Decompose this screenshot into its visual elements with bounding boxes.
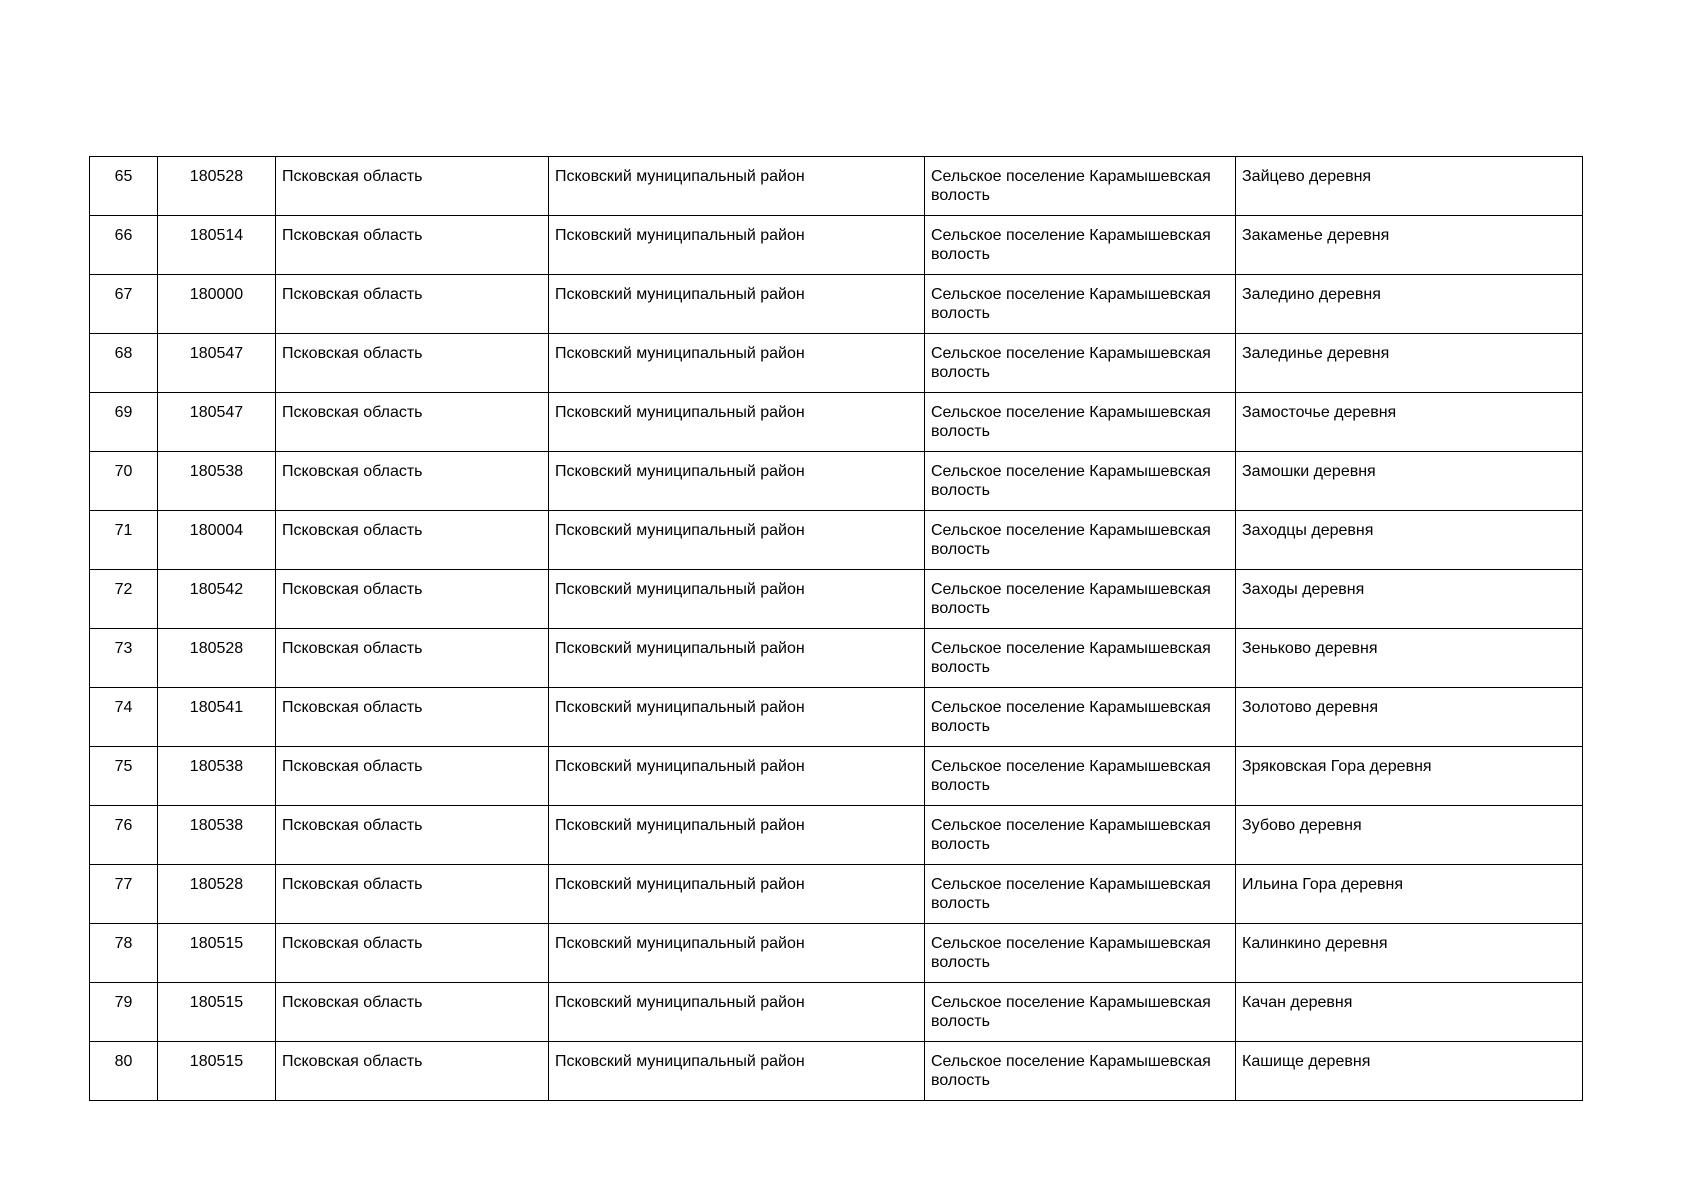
locality-cell: Зеньково деревня — [1236, 629, 1583, 688]
district-cell: Псковский муниципальный район — [549, 570, 925, 629]
postal-index-cell: 180004 — [158, 511, 276, 570]
postal-index-cell: 180515 — [158, 983, 276, 1042]
district-cell: Псковский муниципальный район — [549, 452, 925, 511]
row-number-cell: 80 — [90, 1042, 158, 1101]
table-row — [90, 157, 1583, 216]
postal-index-cell: 180547 — [158, 334, 276, 393]
district-cell: Псковский муниципальный район — [549, 1042, 925, 1101]
postal-index-cell: 180528 — [158, 629, 276, 688]
district-cell: Псковский муниципальный район — [549, 216, 925, 275]
region-cell: Псковская область — [276, 1042, 549, 1101]
district-cell: Псковский муниципальный район — [549, 865, 925, 924]
district-cell: Псковский муниципальный район — [549, 157, 925, 216]
settlement-cell: Сельское поселение Карамышевская волость — [925, 629, 1236, 688]
table-row — [90, 334, 1583, 393]
region-cell: Псковская область — [276, 806, 549, 865]
district-cell: Псковский муниципальный район — [549, 511, 925, 570]
table-row — [90, 629, 1583, 688]
locality-cell: Залединье деревня — [1236, 334, 1583, 393]
row-number-cell: 66 — [90, 216, 158, 275]
locality-cell: Зряковская Гора деревня — [1236, 747, 1583, 806]
district-cell: Псковский муниципальный район — [549, 747, 925, 806]
settlement-cell: Сельское поселение Карамышевская волость — [925, 275, 1236, 334]
table-row — [90, 688, 1583, 747]
locality-cell: Ильина Гора деревня — [1236, 865, 1583, 924]
table-row — [90, 393, 1583, 452]
region-cell: Псковская область — [276, 865, 549, 924]
row-number-cell: 75 — [90, 747, 158, 806]
table-row — [90, 452, 1583, 511]
row-number-cell: 76 — [90, 806, 158, 865]
region-cell: Псковская область — [276, 924, 549, 983]
table-body — [90, 157, 1583, 1101]
table-row — [90, 511, 1583, 570]
settlement-cell: Сельское поселение Карамышевская волость — [925, 806, 1236, 865]
region-cell: Псковская область — [276, 570, 549, 629]
settlement-cell: Сельское поселение Карамышевская волость — [925, 688, 1236, 747]
settlements-table — [89, 156, 1583, 1101]
table-row — [90, 983, 1583, 1042]
region-cell: Псковская область — [276, 393, 549, 452]
settlement-cell: Сельское поселение Карамышевская волость — [925, 747, 1236, 806]
table-row — [90, 570, 1583, 629]
table-row — [90, 747, 1583, 806]
region-cell: Псковская область — [276, 157, 549, 216]
settlement-cell: Сельское поселение Карамышевская волость — [925, 452, 1236, 511]
locality-cell: Заходцы деревня — [1236, 511, 1583, 570]
row-number-cell: 73 — [90, 629, 158, 688]
table-row — [90, 275, 1583, 334]
settlement-cell: Сельское поселение Карамышевская волость — [925, 570, 1236, 629]
postal-index-cell: 180538 — [158, 747, 276, 806]
region-cell: Псковская область — [276, 452, 549, 511]
locality-cell: Зубово деревня — [1236, 806, 1583, 865]
settlement-cell: Сельское поселение Карамышевская волость — [925, 924, 1236, 983]
settlement-cell: Сельское поселение Карамышевская волость — [925, 334, 1236, 393]
row-number-cell: 72 — [90, 570, 158, 629]
postal-index-cell: 180538 — [158, 806, 276, 865]
locality-cell: Закаменье деревня — [1236, 216, 1583, 275]
district-cell: Псковский муниципальный район — [549, 983, 925, 1042]
postal-index-cell: 180547 — [158, 393, 276, 452]
settlement-cell: Сельское поселение Карамышевская волость — [925, 865, 1236, 924]
locality-cell: Кашище деревня — [1236, 1042, 1583, 1101]
row-number-cell: 65 — [90, 157, 158, 216]
table-row — [90, 216, 1583, 275]
region-cell: Псковская область — [276, 983, 549, 1042]
row-number-cell: 68 — [90, 334, 158, 393]
postal-index-cell: 180538 — [158, 452, 276, 511]
postal-index-cell: 180528 — [158, 865, 276, 924]
postal-index-cell: 180541 — [158, 688, 276, 747]
settlement-cell: Сельское поселение Карамышевская волость — [925, 393, 1236, 452]
postal-index-cell: 180542 — [158, 570, 276, 629]
district-cell: Псковский муниципальный район — [549, 924, 925, 983]
region-cell: Псковская область — [276, 275, 549, 334]
postal-index-cell: 180515 — [158, 924, 276, 983]
settlement-cell: Сельское поселение Карамышевская волость — [925, 983, 1236, 1042]
locality-cell: Качан деревня — [1236, 983, 1583, 1042]
locality-cell: Зайцево деревня — [1236, 157, 1583, 216]
region-cell: Псковская область — [276, 216, 549, 275]
district-cell: Псковский муниципальный район — [549, 334, 925, 393]
locality-cell: Золотово деревня — [1236, 688, 1583, 747]
postal-index-cell: 180515 — [158, 1042, 276, 1101]
postal-index-cell: 180528 — [158, 157, 276, 216]
locality-cell: Заходы деревня — [1236, 570, 1583, 629]
district-cell: Псковский муниципальный район — [549, 688, 925, 747]
settlement-cell: Сельское поселение Карамышевская волость — [925, 1042, 1236, 1101]
locality-cell: Калинкино деревня — [1236, 924, 1583, 983]
locality-cell: Замошки деревня — [1236, 452, 1583, 511]
row-number-cell: 69 — [90, 393, 158, 452]
row-number-cell: 71 — [90, 511, 158, 570]
locality-cell: Заледино деревня — [1236, 275, 1583, 334]
row-number-cell: 78 — [90, 924, 158, 983]
postal-index-cell: 180000 — [158, 275, 276, 334]
settlement-cell: Сельское поселение Карамышевская волость — [925, 157, 1236, 216]
row-number-cell: 67 — [90, 275, 158, 334]
table-row — [90, 1042, 1583, 1101]
postal-index-cell: 180514 — [158, 216, 276, 275]
region-cell: Псковская область — [276, 629, 549, 688]
region-cell: Псковская область — [276, 688, 549, 747]
locality-cell: Замосточье деревня — [1236, 393, 1583, 452]
settlement-cell: Сельское поселение Карамышевская волость — [925, 216, 1236, 275]
table-row — [90, 865, 1583, 924]
row-number-cell: 70 — [90, 452, 158, 511]
region-cell: Псковская область — [276, 511, 549, 570]
table-row — [90, 924, 1583, 983]
district-cell: Псковский муниципальный район — [549, 629, 925, 688]
district-cell: Псковский муниципальный район — [549, 275, 925, 334]
district-cell: Псковский муниципальный район — [549, 806, 925, 865]
row-number-cell: 74 — [90, 688, 158, 747]
row-number-cell: 79 — [90, 983, 158, 1042]
row-number-cell: 77 — [90, 865, 158, 924]
table-row — [90, 806, 1583, 865]
district-cell: Псковский муниципальный район — [549, 393, 925, 452]
region-cell: Псковская область — [276, 747, 549, 806]
region-cell: Псковская область — [276, 334, 549, 393]
settlement-cell: Сельское поселение Карамышевская волость — [925, 511, 1236, 570]
